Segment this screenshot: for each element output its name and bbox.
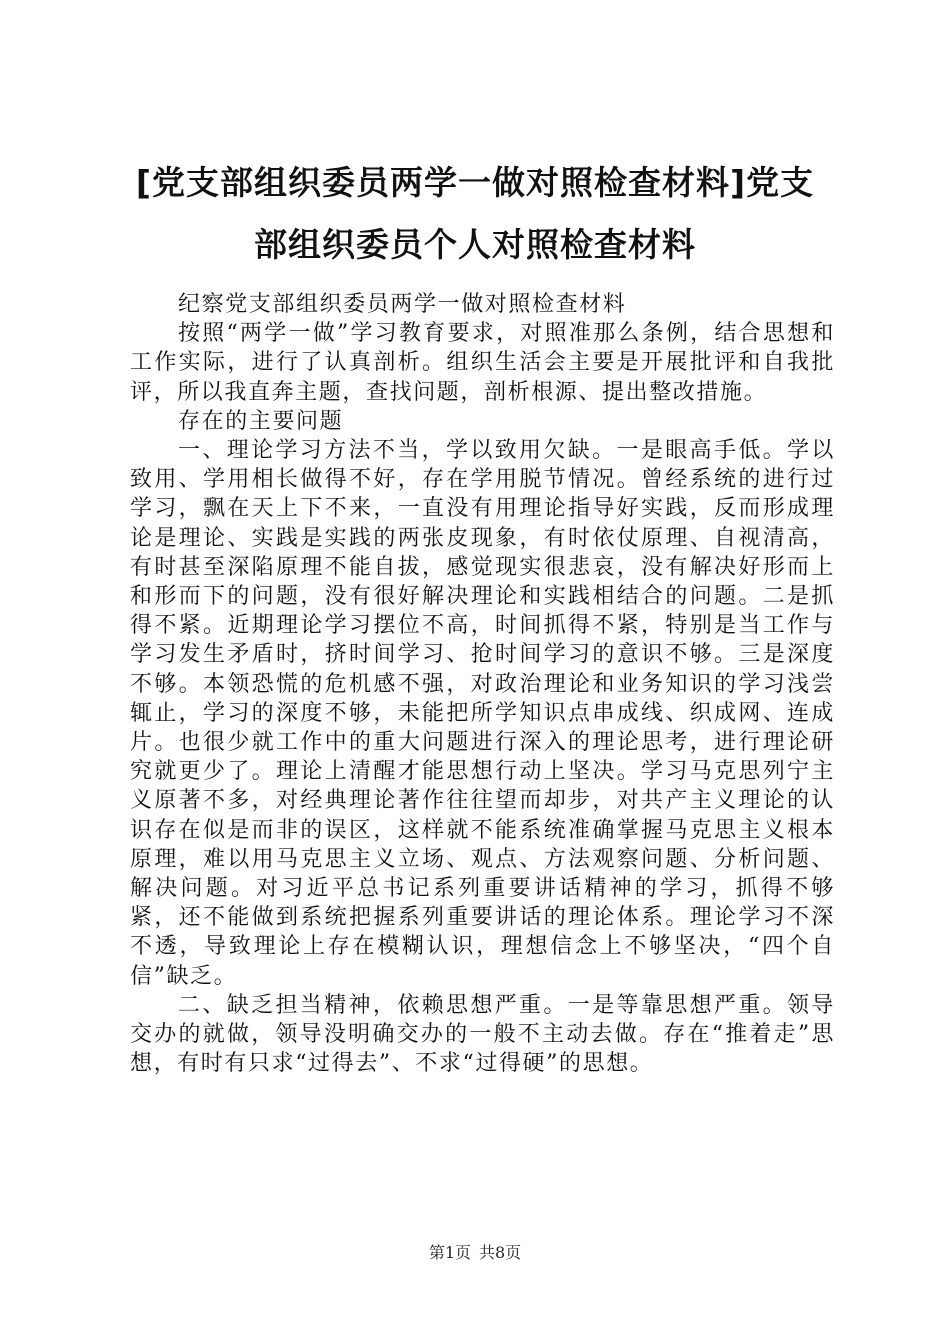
page-total: 共8页 xyxy=(479,1243,522,1262)
title-line-2: 部组织委员个人对照检查材料 xyxy=(254,225,696,264)
paragraph-intro: 按照“两学一做”学习教育要求，对照准那么条例，结合思想和工作实际，进行了认真剖析。组织生活会主要是开展批评和自我批评，所以我直奔主题，查找问题，剖析根源、提出整改措施。 xyxy=(130,321,835,405)
paragraph-subtitle: 纪察党支部组织委员两学一做对照检查材料 xyxy=(178,292,627,317)
section-heading: 存在的主要问题 xyxy=(178,408,344,434)
document-body xyxy=(130,290,835,1078)
paragraph-issue-one: 一、理论学习方法不当，学以致用欠缺。一是眼高手低。学以致用、学用相长做得不好，存在学用脱节情况。曾经系统的进行过学习，飘在天上下不来，一直没有用理论指导好实践，反而形成理论是理论、实践是实践的两张皮现象，有时依仗原理、自视清高，有时甚至深陷原理不能自拔，感觉现实很悲哀，没有解决好形而上和形而下的问题，没有很好解决理论和实践相结合的问题。二是抓得不紧。近期理论学习摆位不高，时间抓得不紧，特别是当工作与学习发生矛盾时，挤时间学习、抢时间学习的意识不够。三是深度不够。本领恐慌的危机感不强，对政治理论和业务知识的学习浅尝辄止，学习的深度不够，未能把所学知识点串成线、织成网、连成片。也很少就工作中的重大问题进行深入的理论思考，进行理论研究就更少了。理论上清醒才能思想行动上坚决。学习马克思列宁主义原著不多，对经典理论著作往往望而却步，对共产主义理论的认识存在似是而非的误区，这样就不能系统准确掌握马克思主义根本原理，难以用马克思主义立场、观点、方法观察问题、分析问题、解决问题。对习近平总书记系列重要讲话精神的学习，抓得不够紧，还不能做到系统把握系列重要讲话的理论体系。理论学习不深不透，导致理论上存在模糊认识，理想信念上不够坚决，“四个自信”缺乏。 xyxy=(130,438,835,989)
title-line-1: [党支部组织委员两学一做对照检查材料]党支 xyxy=(135,163,815,202)
paragraph-issue-two: 二、缺乏担当精神，依赖思想严重。一是等靠思想严重。领导交办的就做，领导没明确交办的一般不主动去做。存在“推着走”思想，有时有只求“过得去”、不求“过得硬”的思想。 xyxy=(130,992,835,1077)
page-footer xyxy=(0,1240,950,1263)
page-number: 第1页 xyxy=(428,1243,471,1262)
document-title xyxy=(110,152,840,276)
